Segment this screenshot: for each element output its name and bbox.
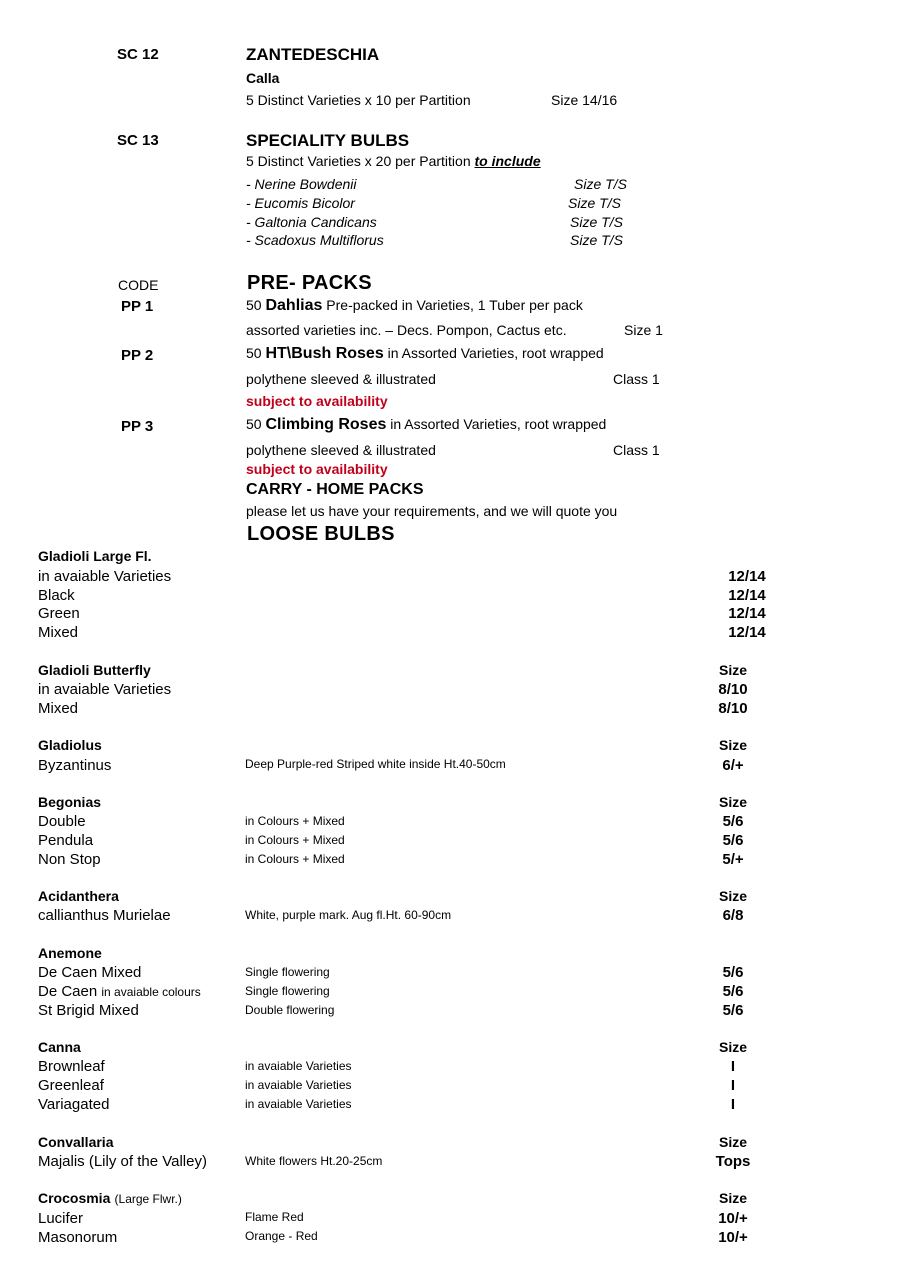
item-desc: Orange - Red — [245, 1229, 318, 1243]
sc13-item-size: Size T/S — [568, 195, 621, 211]
item-name: Majalis (Lily of the Valley) — [38, 1153, 207, 1170]
pp1-line2: assorted varieties inc. – Decs. Pompon, Cactus etc. — [246, 322, 567, 338]
sc13-title: SPECIALITY BULBS — [246, 131, 410, 150]
code-label: CODE — [118, 277, 159, 293]
sc13-item: - Galtonia Candicans — [246, 214, 377, 230]
item-name: Non Stop — [38, 851, 101, 868]
item-size: 6/+ — [722, 757, 744, 774]
section-title: Acidanthera — [38, 888, 119, 904]
item-desc: in Colours + Mixed — [245, 814, 345, 828]
prepacks-title: PRE- PACKS — [247, 272, 372, 294]
item-size: 8/10 — [718, 681, 748, 698]
size-label: Size — [718, 737, 747, 753]
item-size: 5/6 — [722, 832, 744, 849]
item-name: callianthus Murielae — [38, 907, 171, 924]
item-name: Mixed — [38, 624, 79, 641]
item-name: Mixed — [38, 700, 79, 717]
item-size: 12/14 — [728, 587, 766, 604]
item-name: Brownleaf — [38, 1058, 105, 1075]
item-name: Greenleaf — [38, 1077, 104, 1094]
pp2-note: subject to availability — [246, 393, 388, 409]
section-title-note: (Large Flwr.) — [114, 1192, 182, 1206]
item-name: Green — [38, 605, 80, 622]
sc12-code: SC 12 — [117, 46, 159, 63]
item-name: Variagated — [38, 1096, 110, 1113]
item-desc: Double flowering — [245, 1003, 335, 1017]
item-name: Pendula — [38, 832, 94, 849]
section-title: Canna — [38, 1039, 81, 1055]
pp3-code: PP 3 — [121, 418, 154, 435]
size-label: Size — [718, 888, 747, 904]
sc13-item: - Nerine Bowdenii — [246, 176, 357, 192]
section-title: Gladiolus — [38, 737, 102, 753]
item-name: Double — [38, 813, 86, 830]
size-label: Size — [718, 794, 747, 810]
size-label: Size — [718, 1039, 747, 1055]
size-label: Size — [718, 1190, 747, 1206]
carry-title: CARRY - HOME PACKS — [246, 481, 424, 498]
item-size: 10/+ — [718, 1229, 748, 1246]
item-size: I — [730, 1096, 736, 1113]
item-desc: White, purple mark. Aug fl.Ht. 60-90cm — [245, 908, 452, 922]
pp2-code: PP 2 — [121, 347, 154, 364]
item-desc: Single flowering — [245, 965, 330, 979]
item-size: 5/+ — [722, 851, 744, 868]
sc13-include: to include — [474, 153, 541, 169]
sc12-subtitle: Calla — [246, 70, 280, 86]
sc13-item: - Eucomis Bicolor — [246, 195, 355, 211]
sc12-title: ZANTEDESCHIA — [246, 45, 380, 64]
sc13-item-size: Size T/S — [574, 176, 627, 192]
item-size: 12/14 — [728, 605, 766, 622]
loose-title: LOOSE BULBS — [247, 523, 395, 545]
item-name: in avaiable Varieties — [38, 681, 172, 698]
pp3-note: subject to availability — [246, 461, 388, 477]
sc13-item: - Scadoxus Multiflorus — [246, 232, 384, 248]
section-title: Gladioli Butterfly — [38, 662, 151, 678]
item-size: 10/+ — [718, 1210, 748, 1227]
item-size: 5/6 — [722, 813, 744, 830]
item-desc: in avaiable Varieties — [245, 1097, 352, 1111]
pp1-line1: 50 Dahlias Pre-packed in Varieties, 1 Tuber per pack — [246, 297, 583, 314]
size-label: Size — [718, 662, 747, 678]
sc13-desc: 5 Distinct Varieties x 20 per Partition to include — [246, 153, 541, 169]
sc12-desc: 5 Distinct Varieties x 10 per Partition — [246, 92, 471, 108]
pp3-class: Class 1 — [613, 442, 660, 458]
item-size: Tops — [715, 1153, 751, 1170]
item-name: Lucifer — [38, 1210, 84, 1227]
item-name: Masonorum — [38, 1229, 118, 1246]
pp3-line2: polythene sleeved & illustrated — [246, 442, 436, 458]
item-name: De Caen in avaiable colours — [38, 983, 201, 1000]
item-desc: in avaiable Varieties — [245, 1078, 352, 1092]
section-title: Gladioli Large Fl. — [38, 548, 152, 564]
item-size: 5/6 — [722, 983, 744, 1000]
item-name: St Brigid Mixed — [38, 1002, 139, 1019]
pp3-line1: 50 Climbing Roses in Assorted Varieties, root wrapped — [246, 416, 607, 433]
sc13-item-size: Size T/S — [570, 232, 623, 248]
item-size: 5/6 — [722, 1002, 744, 1019]
item-name: Byzantinus — [38, 757, 112, 774]
pp1-size: Size 1 — [624, 322, 663, 338]
item-desc: in Colours + Mixed — [245, 833, 345, 847]
section-title: Begonias — [38, 794, 102, 810]
carry-desc: please let us have your requirements, and we will quote you — [246, 503, 618, 519]
item-size: 5/6 — [722, 964, 744, 981]
section-title: Crocosmia (Large Flwr.) — [38, 1190, 182, 1206]
item-desc: in Colours + Mixed — [245, 852, 345, 866]
pp2-line1: 50 HT\Bush Roses in Assorted Varieties, root wrapped — [246, 345, 604, 362]
item-desc: Flame Red — [245, 1210, 304, 1224]
item-size: I — [730, 1077, 736, 1094]
pp2-class: Class 1 — [613, 371, 660, 387]
item-size: 12/14 — [728, 568, 766, 585]
section-title: Anemone — [38, 945, 102, 961]
section-title: Convallaria — [38, 1134, 114, 1150]
item-name: in avaiable Varieties — [38, 568, 172, 585]
item-size: 12/14 — [728, 624, 766, 641]
item-size: 8/10 — [718, 700, 748, 717]
item-name: De Caen Mixed — [38, 964, 142, 981]
item-note: in avaiable colours — [101, 985, 201, 999]
sc13-code: SC 13 — [117, 132, 159, 149]
sc13-item-size: Size T/S — [570, 214, 623, 230]
pp2-line2: polythene sleeved & illustrated — [246, 371, 436, 387]
sc12-size: Size 14/16 — [551, 92, 618, 108]
size-label: Size — [718, 1134, 747, 1150]
item-desc: Single flowering — [245, 984, 330, 998]
item-name: Black — [38, 587, 75, 604]
item-desc: Deep Purple-red Striped white inside Ht.40-50cm — [245, 757, 506, 771]
pp1-code: PP 1 — [121, 298, 154, 315]
item-desc: in avaiable Varieties — [245, 1059, 352, 1073]
item-desc: White flowers Ht.20-25cm — [245, 1154, 383, 1168]
item-size: 6/8 — [722, 907, 744, 924]
item-size: I — [730, 1058, 736, 1075]
